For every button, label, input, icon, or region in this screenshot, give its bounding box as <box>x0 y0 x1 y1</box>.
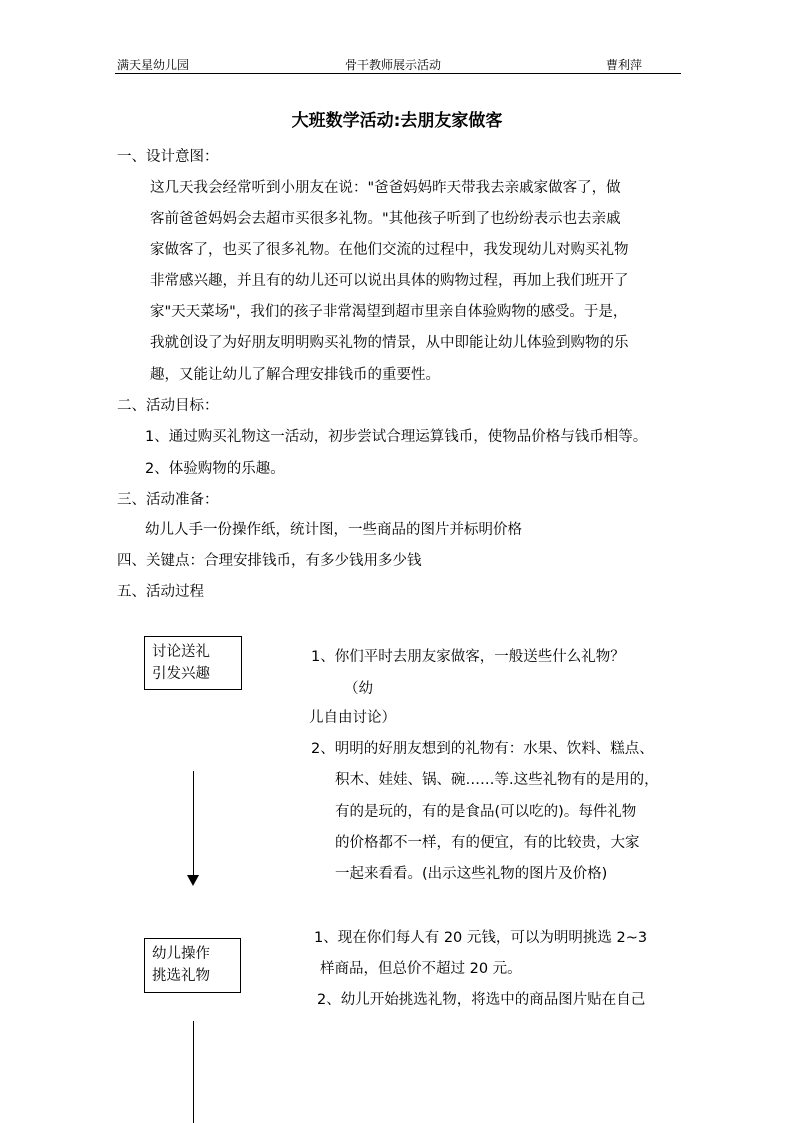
step-line: 样商品，但总价不超过 20 元。 <box>320 961 522 977</box>
header-rule <box>115 73 681 74</box>
section-heading-goals: 二、活动目标： <box>117 398 219 414</box>
step-line: 积木、娃娃、锅、碗……等.这些礼物有的是用的， <box>335 772 659 788</box>
section-heading-design: 一、设计意图： <box>117 149 219 165</box>
section-heading-prep: 三、活动准备： <box>117 492 219 508</box>
step-line: 的价格都不一样，有的便宜，有的比较贵，大家 <box>335 835 640 851</box>
flow-arrow-line <box>193 771 194 879</box>
flow-box-discuss <box>144 636 242 690</box>
paragraph-line: 家做客了，也买了很多礼物。在他们交流的过程中，我发现幼儿对购买礼物 <box>150 242 629 258</box>
flow-box-line: 讨论送礼 <box>152 644 210 660</box>
flow-box-line: 引发兴趣 <box>152 666 210 682</box>
paragraph-line: 客前爸爸妈妈会去超市买很多礼物。"其他孩子听到了也纷纷表示也去亲戚 <box>150 211 621 227</box>
header-event: 骨干教师展示活动 <box>345 58 442 72</box>
step-line: 2、明明的好朋友想到的礼物有：水果、饮料、糕点、 <box>311 741 654 757</box>
goal-item: 1、通过购买礼物这一活动，初步尝试合理运算钱币，使物品价格与钱币相等。 <box>145 429 648 445</box>
flow-box-line: 挑选礼物 <box>152 968 210 984</box>
paragraph-line: 这几天我会经常听到小朋友在说："爸爸妈妈昨天带我去亲戚家做客了，做 <box>150 180 621 196</box>
step-line: 1、现在你们每人有 20 元钱，可以为明明挑选 2~3 <box>314 930 648 946</box>
goal-item: 2、体验购物的乐趣。 <box>145 461 285 477</box>
flow-box-operate <box>144 938 241 993</box>
paragraph-line: 非常感兴趣，并且有的幼儿还可以说出具体的购物过程，再加上我们班开了 <box>150 273 629 289</box>
step-line: 一起来看看。(出示这些礼物的图片及价格) <box>335 866 608 882</box>
step-line: 1、你们平时去朋友家做客，一般送些什么礼物？ <box>311 649 625 665</box>
paragraph-line: 趣，又能让幼儿了解合理安排钱币的重要性。 <box>150 367 440 383</box>
step-line: 2、幼儿开始挑选礼物，将选中的商品图片贴在自己 <box>317 992 646 1008</box>
paragraph-line: 家"天天菜场"，我们的孩子非常渴望到超市里亲自体验购物的感受。于是， <box>150 304 628 320</box>
step-line: （幼 <box>344 681 373 697</box>
prep-text: 幼儿人手一份操作纸，统计图，一些商品的图片并标明价格 <box>145 522 522 538</box>
step-line: 有的是玩的，有的是食品(可以吃的)。每件礼物 <box>335 804 637 820</box>
flow-box-line: 幼儿操作 <box>152 946 210 962</box>
page-title: 大班数学活动:去朋友家做客 <box>291 111 503 131</box>
section-heading-process: 五、活动过程 <box>117 584 204 600</box>
flow-arrow-line <box>193 1021 194 1123</box>
step-line: 儿自由讨论） <box>309 710 396 726</box>
section-key-point: 四、关键点：合理安排钱币，有多少钱用多少钱 <box>117 553 422 569</box>
arrow-down-icon <box>187 875 200 887</box>
header-school: 满天星幼儿园 <box>117 58 190 72</box>
header-teacher: 曹利萍 <box>606 58 643 72</box>
paragraph-line: 我就创设了为好朋友明明购买礼物的情景，从中即能让幼儿体验到购物的乐 <box>150 335 629 351</box>
